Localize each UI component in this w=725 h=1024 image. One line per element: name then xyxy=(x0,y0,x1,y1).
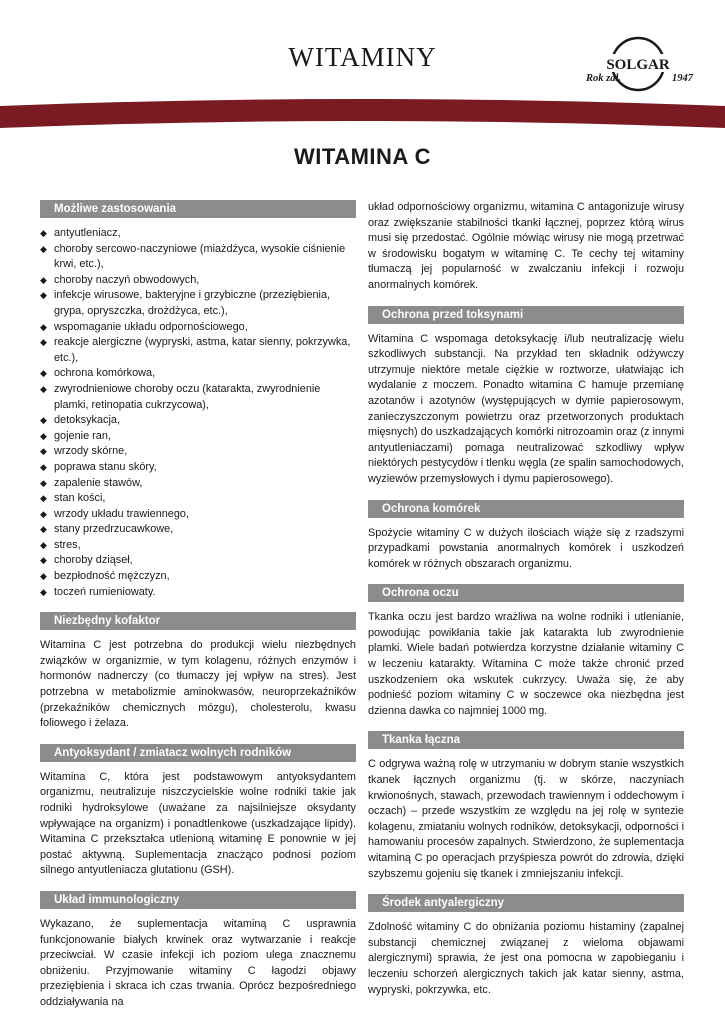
uses-list-item xyxy=(40,491,356,507)
diamond-bullet-icon: ◆ xyxy=(40,524,47,535)
uses-list-item xyxy=(40,320,356,336)
uses-list-item xyxy=(40,382,356,413)
section-heading-uses: Możliwe zastosowania xyxy=(40,200,356,218)
uses-list-item xyxy=(40,226,356,242)
uses-list-item xyxy=(40,538,356,554)
uses-list-item xyxy=(40,444,356,460)
uses-list-item-text: ochrona komórkowa, xyxy=(54,367,156,380)
solgar-logo xyxy=(596,30,680,106)
diamond-bullet-icon: ◆ xyxy=(40,461,47,472)
section-text-immune: Wykazano, że suplementacja witaminą C usprawnia funkcjonowanie białych krwinek oraz wytwarzanie i reakcje przeciwciał. W czasie infekcji ich poziom ulega znacznemu obniżeniu. Przyjmowanie witaminy C łagodzi objawy przeziębienia i skraca ich czas trwania. Oprócz bezpośredniego oddziaływania na xyxy=(40,917,356,1008)
uses-list-item xyxy=(40,476,356,492)
uses-list-item-text: wrzody układu trawiennego, xyxy=(54,507,190,520)
section-text-antioxidant: Witamina C, która jest podstawowym antyoksydantem organizmu, neutralizuje niszczycielskie wolne rodniki takie jak rodniki hydroksylowe (uważane za najsilniejsze oksydanty wpływające na organizm) i ponadtlenkowe (uszkadzające lipidy). Witamina C przekształca utlenioną witaminę E ponownie w jej postać aktywną. Suplementacja znacząco podnosi poziom silnego antyutleniacza glutationu (GSH). xyxy=(40,770,356,877)
section-text-cofactor: Witamina C jest potrzebna do produkcji wielu niezbędnych związków w organizmie, w tym kolagenu, różnych enzymów i hormonów nadnerczy (co tłumaczy jej wpływ na stres). Jest potrzebna w metabolizmie aminokwasów, neuroprzekaźników (przekaźników chemicznych mózgu), cholesterolu, kwasu foliowego i żelaza. xyxy=(40,639,356,730)
uses-list-item xyxy=(40,507,356,523)
main-title: WITAMINA C xyxy=(294,144,431,169)
section-heading-antioxidant: Antyoksydant / zmiatacz wolnych rodników xyxy=(40,744,356,762)
since-year: 1947 xyxy=(672,73,693,84)
uses-list-item xyxy=(40,335,356,366)
uses-list-item xyxy=(40,288,356,319)
uses-list xyxy=(40,226,356,600)
uses-list-item-text: wrzody skórne, xyxy=(54,445,128,458)
uses-list-item xyxy=(40,569,356,585)
uses-list-item-text: poprawa stanu skóry, xyxy=(54,460,157,473)
uses-list-item-text: bezpłodność mężczyzn, xyxy=(54,570,170,583)
diamond-bullet-icon: ◆ xyxy=(40,508,47,519)
uses-list-item xyxy=(40,273,356,289)
diamond-bullet-icon: ◆ xyxy=(40,446,47,457)
diamond-bullet-icon: ◆ xyxy=(40,383,47,394)
right-column xyxy=(368,200,684,998)
uses-list-item xyxy=(40,460,356,476)
uses-list-item-text: choroby dziąseł, xyxy=(54,554,133,567)
uses-list-item xyxy=(40,553,356,569)
diamond-bullet-icon: ◆ xyxy=(40,368,47,379)
section-text-toxins: Witamina C wspomaga detoksykację i/lub neutralizację wielu szkodliwych substancji. Na przykład ten składnik odżywczy utrzymuje niektóre metale ciężkie w roztworze, ułatwiając ich wydalanie z moczem. Ponadto witamina C hamuje przemianę azotanów i azotynów (występujących w dymie papierosowym, zanieczyszczonym powietrzu oraz przetworzonych produktach mięsnych) do uszkadzających komórki nitrozoamin oraz (z innymi antyutleniaczami) pomaga neutralizować szkodliwy wpływ niektórych pestycydów i tlenku węgla (ze spalin samochodowych, wyziewów przemysłowych i dymu papierosowego). xyxy=(368,332,684,485)
section-heading-cells: Ochrona komórek xyxy=(368,500,684,518)
diamond-bullet-icon: ◆ xyxy=(40,321,47,332)
uses-list-item-text: reakcje alergiczne (wypryski, astma, katar sienny, pokrzywka, etc.), xyxy=(54,336,351,364)
section-heading-toxins: Ochrona przed toksynami xyxy=(368,306,684,324)
uses-list-item-text: choroby naczyń obwodowych, xyxy=(54,273,200,286)
diamond-bullet-icon: ◆ xyxy=(40,243,47,254)
diamond-bullet-icon: ◆ xyxy=(40,430,47,441)
uses-list-item xyxy=(40,413,356,429)
uses-list-item xyxy=(40,585,356,601)
section-text-cells: Spożycie witaminy C w dużych ilościach wiąże się z rzadszymi przypadkami powstania anormalnych komórek i uszkodzeń komórek w różnych obszarach organizmu. xyxy=(368,526,684,570)
uses-list-item-text: stan kości, xyxy=(54,492,106,505)
uses-list-item-text: zapalenie stawów, xyxy=(54,476,143,489)
left-column xyxy=(40,200,356,1011)
uses-list-item-text: detoksykacja, xyxy=(54,414,120,427)
uses-list-item xyxy=(40,429,356,445)
uses-list-item-text: choroby sercowo-naczyniowe (miażdżyca, wysokie ciśnienie krwi, etc.), xyxy=(54,242,346,271)
section-text-eyes: Tkanka oczu jest bardzo wrażliwa na wolne rodniki i utlenianie, powodując powikłania takie jak katarakta lub zwyrodnienie plamki. Wiele badań potwierdza korzystne działanie witaminy C w leczeniu katarakty. Witamina C może także chronić przed uszkodzeniem oka wskutek cukrzycy. Uważa się, że aby podnieść poziom witaminy C w soczewce oka niezbędna jest dzienna dawka co najmniej 1000 mg. xyxy=(368,611,684,717)
section-text-connective: C odgrywa ważną rolę w utrzymaniu w dobrym stanie wszystkich tkanek łącznych organizmu (tj. w skórze, naczyniach krwionośnych, stawach, przewodach trawiennym i oddechowym i oczach) – przede wszystkim ze względu na jej rolę w syntezie kolagenu, zmiataniu wolnych rodników, detoksykacji, odporności i hamowaniu procesów zapalnych. Stwierdzono, że suplementacja witaminą C po operacjach przyśpiesza powrót do zdrowia, dzięki szybszemu gojeniu się tkanek i zmniejszaniu infekcji. xyxy=(368,758,684,880)
uses-list-item-text: antyutleniacz, xyxy=(54,227,121,239)
section-heading-immune: Układ immunologiczny xyxy=(40,891,356,909)
uses-list-item xyxy=(40,522,356,538)
uses-list-item-text: wspomaganie układu odpornościowego, xyxy=(54,320,248,333)
section-heading-antiallergic: Środek antyalergiczny xyxy=(368,894,684,912)
diamond-bullet-icon: ◆ xyxy=(40,228,47,238)
uses-list-item-text: gojenie ran, xyxy=(54,429,111,442)
diamond-bullet-icon: ◆ xyxy=(40,539,47,550)
diamond-bullet-icon: ◆ xyxy=(40,555,47,566)
diamond-bullet-icon: ◆ xyxy=(40,415,47,426)
uses-list-item-text: stany przedrzucawkowe, xyxy=(54,523,174,536)
diamond-bullet-icon: ◆ xyxy=(40,337,47,348)
uses-list-item-text: infekcje wirusowe, bakteryjne i grzybiczne (przeziębienia, grypa, opryszczka, drożdżyca, etc.), xyxy=(54,289,331,317)
diamond-bullet-icon: ◆ xyxy=(40,290,47,301)
uses-list-item-text: stres, xyxy=(54,538,81,551)
section-text-antiallergic: Zdolność witaminy C do obniżania poziomu histaminy (zapalnej substancji chemicznej związanej z wieloma objawami alergicznymi) sprawia, że jest ona pomocna w zapobieganiu i leczeniu schorzeń alergicznych takich jak katar sienny, astma, wypryski, pokrzywka, etc. xyxy=(368,921,684,996)
page-header-title: WITAMINY xyxy=(288,42,437,72)
uses-list-item xyxy=(40,366,356,382)
uses-list-item xyxy=(40,242,356,273)
section-heading-cofactor: Niezbędny kofaktor xyxy=(40,612,356,630)
section-heading-eyes: Ochrona oczu xyxy=(368,584,684,602)
diamond-bullet-icon: ◆ xyxy=(40,493,47,504)
logo-wordmark: SOLGAR xyxy=(606,57,670,73)
diamond-bullet-icon: ◆ xyxy=(40,586,47,597)
section-heading-connective: Tkanka łączna xyxy=(368,731,684,749)
diamond-bullet-icon: ◆ xyxy=(40,274,47,285)
section-text-immune-continued: układ odpornościowy organizmu, witamina C antagonizuje wirusy oraz zwiększanie stabilności tkanki łącznej, poprzez którą wirus musi się przedostać. Ogólnie mówiąc wirusy nie mogą przetrwać w środowisku bogatym w witaminę C. Te cechy tej witaminy tłumaczą jej popularność w zwalczaniu infekcji i rozwoju anormalnych komórek. xyxy=(368,201,684,291)
uses-list-item-text: toczeń rumieniowaty. xyxy=(54,585,156,598)
diamond-bullet-icon: ◆ xyxy=(40,571,47,582)
diamond-bullet-icon: ◆ xyxy=(40,477,47,488)
since-label: Rok zał. xyxy=(586,73,622,84)
header-banner xyxy=(0,98,725,132)
uses-list-item-text: zwyrodnieniowe choroby oczu (katarakta, zwyrodnienie plamki, retinopatia cukrzycowa), xyxy=(54,382,321,411)
